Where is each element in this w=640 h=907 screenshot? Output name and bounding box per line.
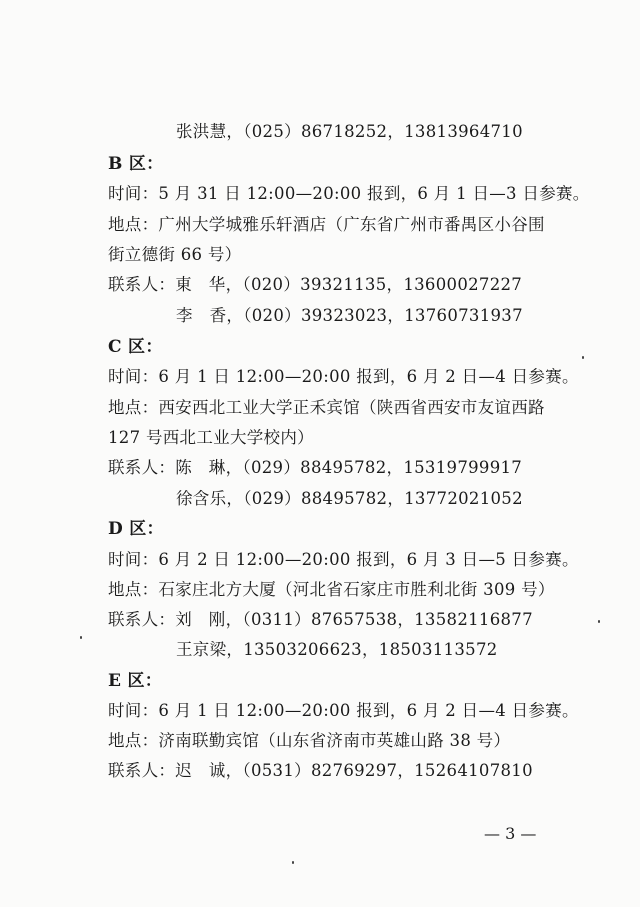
time-line-d: 时间：6 月 2 日 12:00—20:00 报到，6 月 3 日—5 日参赛。 — [108, 550, 579, 569]
scan-speck — [598, 620, 600, 623]
location-line-c-cont: 127 号西北工业大学校内） — [108, 428, 314, 447]
page-number: — 3 — — [484, 824, 537, 843]
section-heading-c: C 区： — [108, 337, 163, 357]
location-line-d: 地点：石家庄北方大厦（河北省石家庄市胜利北街 309 号） — [108, 580, 555, 599]
section-heading-d: D 区： — [108, 519, 164, 539]
section-heading-e: E 区： — [108, 671, 163, 691]
time-line-e: 时间：6 月 1 日 12:00—20:00 报到，6 月 2 日—4 日参赛。 — [108, 701, 579, 720]
contact-line-b-2: 李 香，（020）39323023，13760731937 — [176, 306, 523, 325]
contact-line-c-2: 徐含乐，（029）88495782，13772021052 — [176, 489, 523, 508]
contact-line-a-zhang: 张洪慧，（025）86718252，13813964710 — [176, 122, 523, 141]
time-line-c: 时间：6 月 1 日 12:00—20:00 报到，6 月 2 日—4 日参赛。 — [108, 367, 579, 386]
contact-line-e-1: 联系人：迟 诚，（0531）82769297，15264107810 — [108, 761, 533, 780]
scan-speck — [582, 356, 584, 359]
contact-line-d-1: 联系人：刘 刚，（0311）87657538，13582116877 — [108, 610, 533, 629]
scan-speck — [292, 861, 294, 864]
contact-line-b-1: 联系人：東 华，（020）39321135，13600027227 — [108, 275, 523, 294]
location-line-b-cont: 街立德街 66 号） — [108, 245, 242, 264]
location-line-e: 地点：济南联勤宾馆（山东省济南市英雄山路 38 号） — [108, 731, 511, 750]
contact-line-d-2: 王京梁，13503206623，18503113572 — [176, 640, 498, 659]
location-line-b: 地点：广州大学城雅乐轩酒店（广东省广州市番禺区小谷围 — [108, 215, 545, 234]
contact-line-c-1: 联系人：陈 琳，（029）88495782，15319799917 — [108, 458, 523, 477]
location-line-c: 地点：西安西北工业大学正禾宾馆（陕西省西安市友谊西路 — [108, 398, 545, 417]
scan-speck — [80, 636, 82, 639]
section-heading-b: B 区： — [108, 154, 164, 174]
time-line-b: 时间：5 月 31 日 12:00—20:00 报到，6 月 1 日—3 日参赛。 — [108, 184, 590, 203]
